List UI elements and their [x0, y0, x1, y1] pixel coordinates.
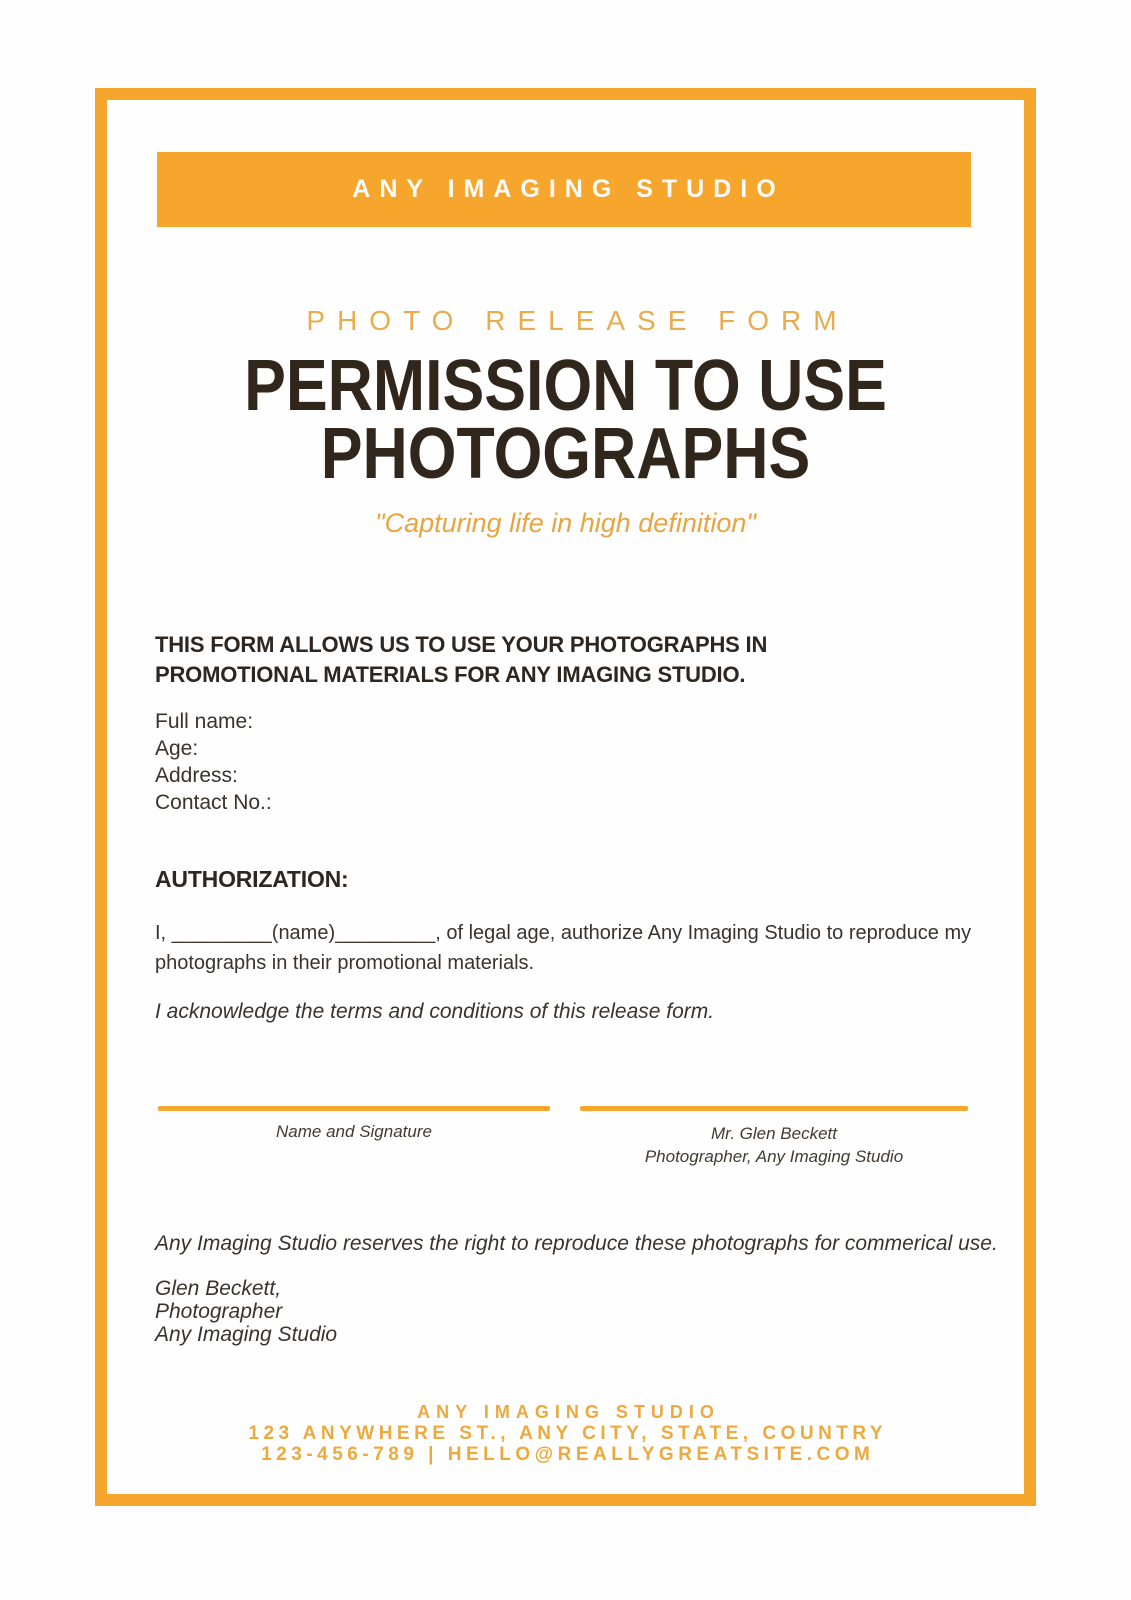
photographer-signature-block: [580, 1122, 968, 1168]
photographer-signature-line: [580, 1106, 968, 1111]
signee-signature-line: [158, 1106, 550, 1111]
acknowledgement-statement: I acknowledge the terms and conditions of this release form.: [155, 1000, 715, 1023]
signoff-role: Photographer: [155, 1300, 283, 1323]
authorization-heading: AUTHORIZATION:: [155, 866, 349, 892]
footer-studio-name: ANY IMAGING STUDIO: [417, 1402, 720, 1422]
page-title-line-2: PHOTOGRAPHS: [320, 414, 811, 494]
signoff-name: Glen Beckett,: [155, 1277, 282, 1300]
signoff-org: Any Imaging Studio: [155, 1323, 338, 1346]
page-title: [156, 346, 975, 494]
personal-info-fields: [155, 708, 272, 816]
tagline: "Capturing life in high definition": [375, 508, 756, 538]
studio-name: ANY IMAGING STUDIO: [352, 175, 785, 203]
footer-phone-email: 123-456-789 | HELLO@REALLYGREATSITE.COM: [261, 1444, 875, 1465]
photographer-name: Mr. Glen Beckett: [711, 1124, 837, 1143]
rights-notice: Any Imaging Studio reserves the right to reproduce these photographs for commerical use.: [155, 1232, 998, 1255]
page-title-line-1: PERMISSION TO USE: [244, 346, 887, 426]
field-age: Age:: [155, 737, 199, 760]
authorization-statement: I, _________(name)_________, of legal age, authorize Any Imaging Studio to reproduce my photographs in their promotional materials.: [155, 922, 972, 974]
studio-name-banner: [157, 152, 971, 227]
intro-statement: THIS FORM ALLOWS US TO USE YOUR PHOTOGRAPHS IN PROMOTIONAL MATERIALS FOR ANY IMAGING STUDIO.: [155, 632, 768, 687]
signee-signature-label: Name and Signature: [276, 1122, 432, 1141]
footer-address: 123 ANYWHERE ST., ANY CITY, STATE, COUNTRY: [248, 1423, 888, 1444]
field-contact-no: Contact No.:: [155, 791, 272, 814]
form-type-subtitle: PHOTO RELEASE FORM: [306, 305, 849, 336]
field-full-name: Full name:: [155, 710, 254, 733]
field-address: Address:: [155, 764, 238, 787]
footer-contact: [95, 1402, 1036, 1465]
signoff-block: [155, 1277, 337, 1346]
photographer-title: Photographer, Any Imaging Studio: [644, 1147, 904, 1166]
